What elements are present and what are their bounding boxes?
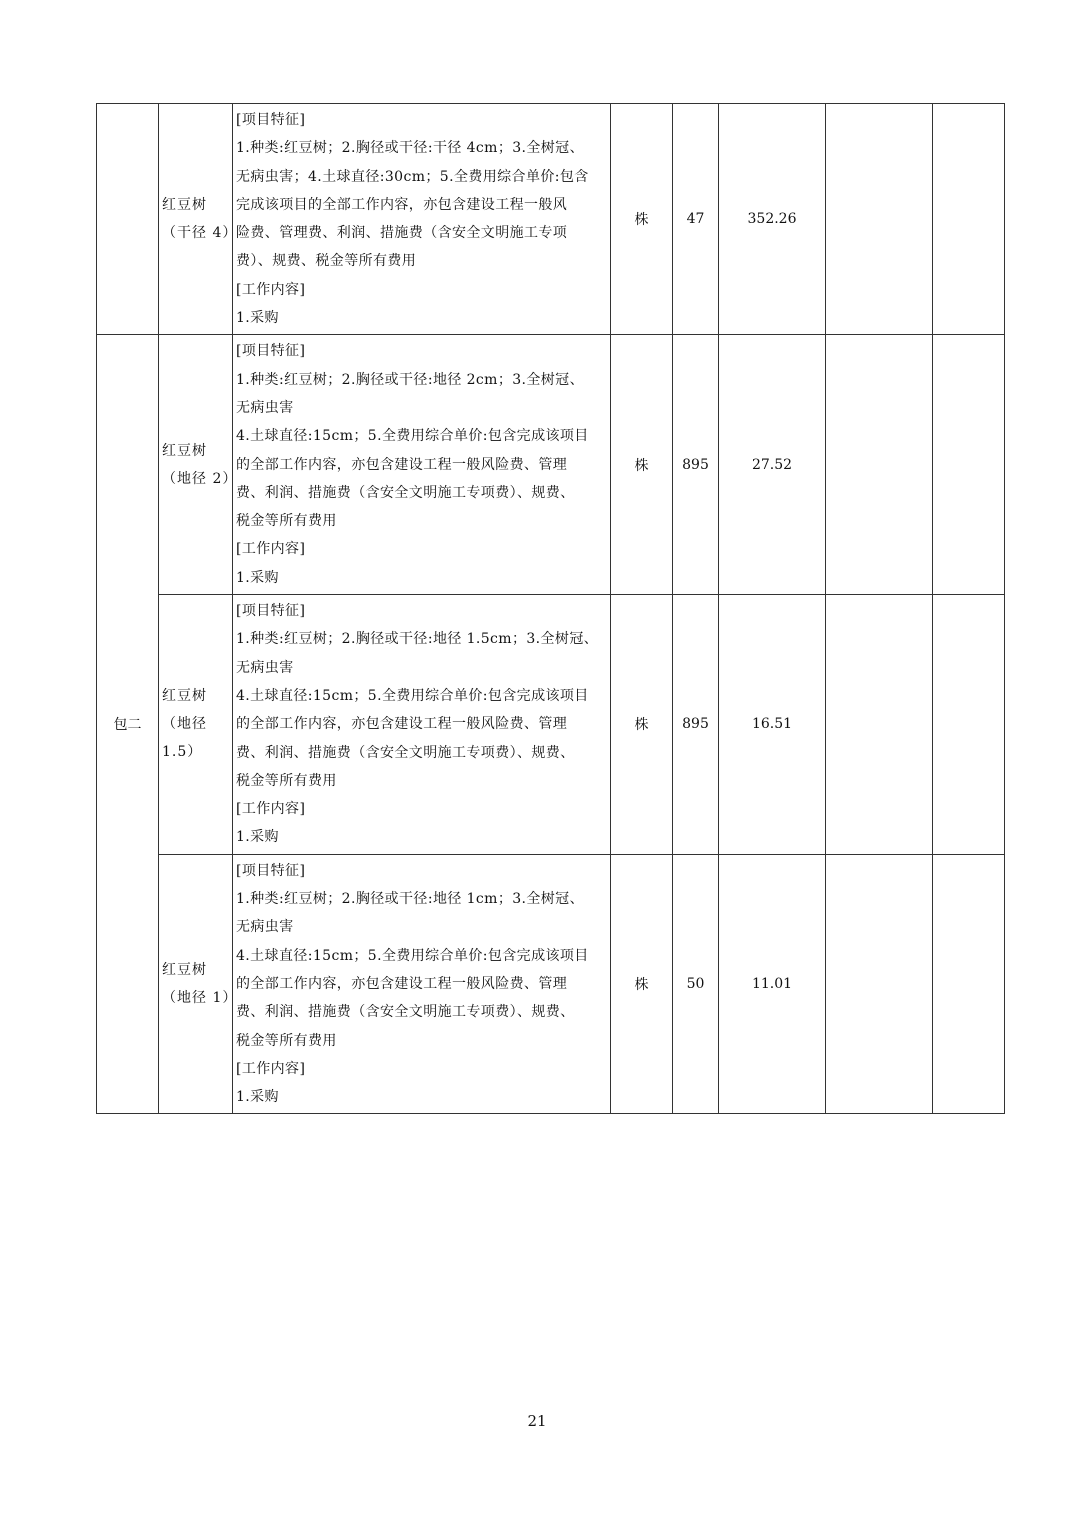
description-line: 险费、管理费、利润、措施费（含安全文明施工专项 bbox=[236, 225, 568, 242]
item-name-line: （干径 4） bbox=[162, 225, 238, 242]
empty-cell bbox=[933, 335, 1005, 595]
description-line: 1.种类:红豆树；2.胸径或干径:地径 2cm；3.全树冠、 bbox=[236, 371, 584, 388]
unit-cell: 株 bbox=[611, 854, 673, 1114]
description-line: 1.种类:红豆树；2.胸径或干径:地径 1.5cm；3.全树冠、 bbox=[236, 631, 599, 648]
description-line: [工作内容] bbox=[236, 801, 306, 818]
description-line: [工作内容] bbox=[236, 281, 306, 298]
item-name-line: （地径 1） bbox=[162, 990, 238, 1007]
empty-cell bbox=[826, 595, 933, 855]
description-line: 费、利润、措施费（含安全文明施工专项费）、规费、 bbox=[236, 484, 575, 501]
page-number: 21 bbox=[527, 1412, 547, 1430]
unit-cell: 株 bbox=[611, 595, 673, 855]
unit-price-cell: 11.01 bbox=[719, 854, 826, 1114]
description-line: 1.采购 bbox=[236, 569, 279, 586]
item-description-cell bbox=[233, 335, 611, 595]
item-name-line: 红豆树 bbox=[162, 688, 207, 705]
empty-cell bbox=[933, 595, 1005, 855]
unit-cell: 株 bbox=[611, 104, 673, 335]
unit-price-cell: 16.51 bbox=[719, 595, 826, 855]
description-line: 1.采购 bbox=[236, 829, 279, 846]
item-name-cell bbox=[159, 104, 238, 335]
description-line: 的全部工作内容，亦包含建设工程一般风险费、管理 bbox=[236, 456, 568, 473]
description-line: 费、利润、措施费（含安全文明施工专项费）、规费、 bbox=[236, 744, 575, 761]
unit-cell: 株 bbox=[611, 335, 673, 595]
description-line: [项目特征] bbox=[236, 112, 306, 128]
description-line: [项目特征] bbox=[236, 862, 306, 879]
unit-price-cell: 352.26 bbox=[719, 104, 826, 335]
description-line: 无病虫害 bbox=[236, 659, 294, 676]
description-line: 税金等所有费用 bbox=[236, 513, 337, 530]
item-name-line: （地径 2） bbox=[162, 470, 238, 487]
item-name-line: 红豆树 bbox=[162, 197, 207, 214]
description-line: 的全部工作内容，亦包含建设工程一般风险费、管理 bbox=[236, 975, 568, 992]
bill-of-quantities-table bbox=[96, 103, 1005, 1114]
description-line: 1.种类:红豆树；2.胸径或干径:地径 1cm；3.全树冠、 bbox=[236, 891, 584, 908]
item-name-line: 红豆树 bbox=[162, 962, 207, 979]
item-name-cell bbox=[159, 335, 238, 595]
description-line: [项目特征] bbox=[236, 603, 306, 620]
item-name-cell bbox=[159, 595, 233, 855]
description-line: 无病虫害；4.土球直径:30cm；5.全费用综合单价:包含 bbox=[236, 168, 589, 185]
description-line: 4.土球直径:15cm；5.全费用综合单价:包含完成该项目 bbox=[236, 687, 589, 704]
package-label-cell: 包二 bbox=[97, 335, 159, 1114]
description-line: 税金等所有费用 bbox=[236, 1032, 337, 1049]
table-row bbox=[97, 104, 1005, 335]
quantity-cell: 50 bbox=[673, 854, 719, 1114]
description-line: 1.种类:红豆树；2.胸径或干径:干径 4cm；3.全树冠、 bbox=[236, 140, 584, 157]
description-line: [工作内容] bbox=[236, 541, 306, 558]
table-row bbox=[97, 595, 1005, 855]
unit-price-cell: 27.52 bbox=[719, 335, 826, 595]
quantity-cell: 895 bbox=[673, 335, 719, 595]
description-line: 4.土球直径:15cm；5.全费用综合单价:包含完成该项目 bbox=[236, 947, 589, 964]
description-line: 无病虫害 bbox=[236, 399, 294, 416]
empty-cell bbox=[826, 335, 933, 595]
quantity-cell: 895 bbox=[673, 595, 719, 855]
item-name-line: 红豆树 bbox=[162, 442, 207, 459]
description-line: [工作内容] bbox=[236, 1060, 306, 1077]
description-line: 完成该项目的全部工作内容，亦包含建设工程一般风 bbox=[236, 196, 568, 213]
description-line: [项目特征] bbox=[236, 343, 306, 360]
quantity-cell: 47 bbox=[673, 104, 719, 335]
item-name-cell bbox=[159, 854, 238, 1114]
description-line: 1.采购 bbox=[236, 1089, 279, 1106]
empty-cell bbox=[933, 854, 1005, 1114]
description-line: 的全部工作内容，亦包含建设工程一般风险费、管理 bbox=[236, 716, 568, 733]
description-line: 4.土球直径:15cm；5.全费用综合单价:包含完成该项目 bbox=[236, 428, 589, 445]
empty-cell bbox=[826, 104, 933, 335]
item-name-line: 1.5） bbox=[162, 744, 203, 761]
empty-cell bbox=[826, 854, 933, 1114]
item-description-cell bbox=[233, 104, 611, 335]
item-description-cell bbox=[233, 595, 611, 855]
description-line: 税金等所有费用 bbox=[236, 772, 337, 789]
description-line: 1.采购 bbox=[236, 310, 279, 327]
description-line: 费）、规费、税金等所有费用 bbox=[236, 253, 417, 270]
item-name-line: （地径 bbox=[162, 716, 207, 733]
table-row bbox=[97, 854, 1005, 1114]
description-line: 费、利润、措施费（含安全文明施工专项费）、规费、 bbox=[236, 1004, 575, 1021]
description-line: 无病虫害 bbox=[236, 919, 294, 936]
empty-cell bbox=[933, 104, 1005, 335]
item-description-cell bbox=[233, 854, 611, 1114]
group-cell-empty bbox=[97, 104, 159, 335]
table-row bbox=[97, 335, 1005, 595]
